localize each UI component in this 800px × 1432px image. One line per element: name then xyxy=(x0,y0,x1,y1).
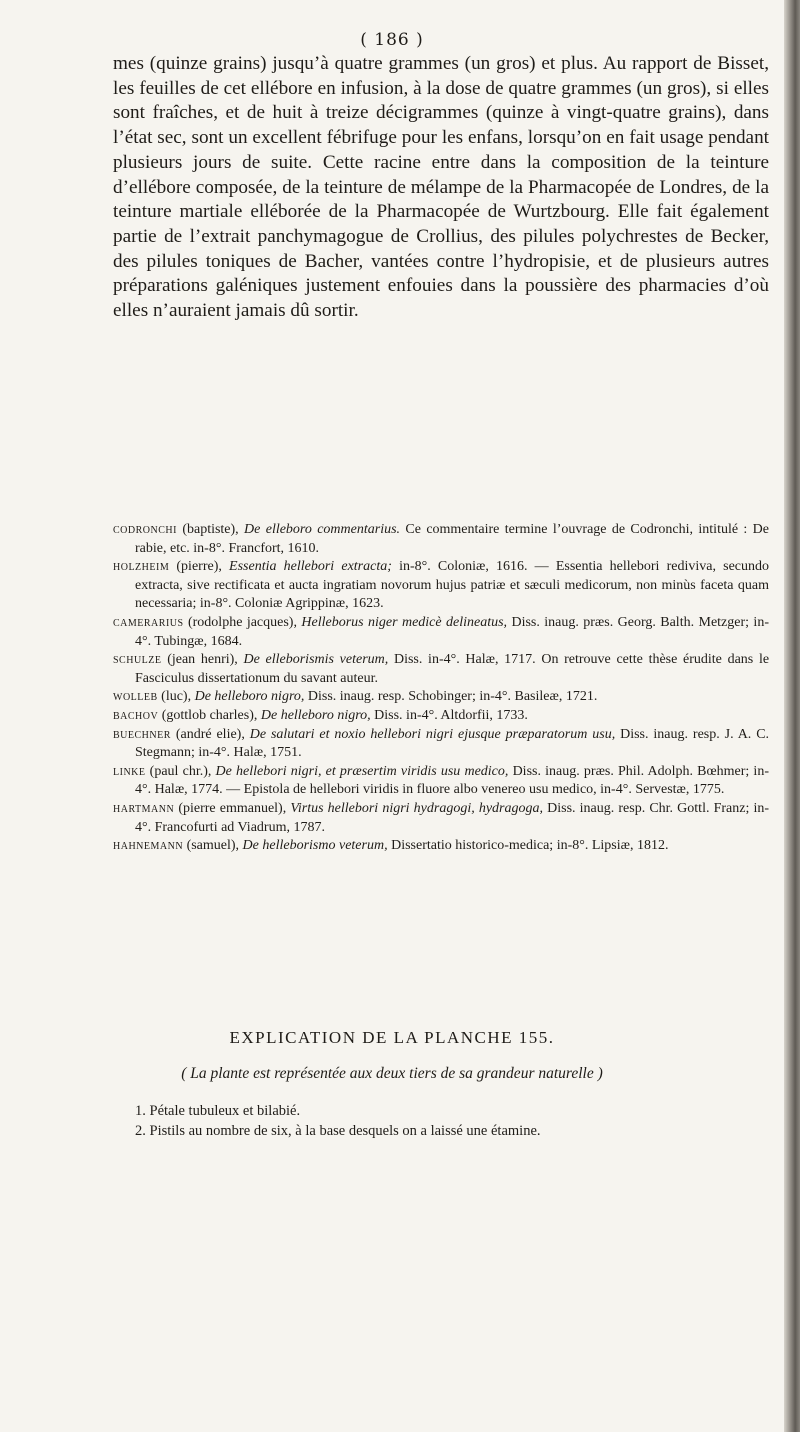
reference-author: camerarius xyxy=(113,614,184,630)
reference-details: Ce commentaire termine l’ouvrage de Codronchi, intitulé : De rabie, etc. in-8°. Francfort, 1610. xyxy=(135,522,769,556)
reference-author: hartmann xyxy=(113,800,175,816)
reference-author: buechner xyxy=(113,726,171,742)
reference-firstname: (rodolphe jacques), xyxy=(187,614,297,630)
plate-legend xyxy=(135,1101,775,1141)
reference-title: De helleboro nigro, xyxy=(194,689,305,705)
reference-title: Helleborus niger medicè delineatus, xyxy=(301,614,508,630)
reference-details: Diss. inaug. resp. J. A. C. Stegmann; in-4°. Halæ, 1751. xyxy=(135,726,770,761)
reference-details: Diss. in-4°. Halæ, 1717. On retrouve cette thèse érudite dans le Fasciculus dissertationum du savant auteur. xyxy=(135,652,770,686)
reference-title: Essentia hellebori extracta; xyxy=(229,559,392,575)
legend-item: 2. Pistils au nombre de six, à la base desquels on a laissé une étamine. xyxy=(135,1123,541,1139)
reference-author: holzheim xyxy=(113,559,170,575)
page-number: ( 186 ) xyxy=(360,30,424,50)
reference-author: codronchi xyxy=(113,522,177,537)
reference-details: Diss. in-4°. Altdorfii, 1733. xyxy=(374,707,528,723)
reference-entry xyxy=(113,651,769,688)
reference-details: Dissertatio historico-medica; in-8°. Lipsiæ, 1812. xyxy=(391,838,669,854)
reference-title: De elleborismis veterum, xyxy=(243,652,389,668)
reference-entry xyxy=(113,837,769,856)
reference-details: Diss. inaug. præs. Phil. Adolph. Bœhmer; in-4°. Halæ, 1774. — Epistola de hellebori viridis in fluore albo venereo usu medico, in-4°. Servestæ, 1775. xyxy=(135,763,769,798)
reference-entry xyxy=(113,707,769,726)
reference-entry xyxy=(113,521,769,558)
bibliography xyxy=(113,521,769,856)
reference-title: De hellebori nigri, et præsertim viridis usu medico, xyxy=(215,763,509,779)
reference-entry xyxy=(113,558,769,614)
reference-entry xyxy=(113,726,769,763)
reference-details: Diss. inaug. resp. Chr. Gottl. Franz; in-4°. Francofurti ad Viadrum, 1787. xyxy=(135,800,770,835)
reference-firstname: (jean henri), xyxy=(167,652,238,668)
reference-author: linke xyxy=(113,763,146,779)
plate-caption: ( La plante est représentée aux deux tiers de sa grandeur naturelle ) xyxy=(181,1065,603,1082)
reference-entry xyxy=(113,688,769,707)
reference-author: wolleb xyxy=(113,689,158,705)
reference-firstname: (pierre emmanuel), xyxy=(178,800,287,816)
reference-firstname: (luc), xyxy=(161,689,192,705)
reference-firstname: (pierre), xyxy=(176,559,222,575)
reference-details: in-8°. Coloniæ, 1616. — Essentia hellebori rediviva, secundo extracta, sive rectificata et aucta ingratiam novorum hujus patriæ et sæculi medicorum, non minùs faceta quam necessaria; in-8°. Coloniæ Agrippinæ, 1623. xyxy=(135,559,770,612)
reference-title: De helleboro nigro, xyxy=(260,707,371,723)
reference-title: De elleboro commentarius. xyxy=(244,522,401,537)
reference-details: Diss. inaug. resp. Schobinger; in-4°. Basileæ, 1721. xyxy=(307,689,598,705)
book-edge xyxy=(784,0,800,1432)
reference-firstname: (andré elie), xyxy=(175,726,245,742)
reference-author: bachov xyxy=(113,707,159,723)
reference-details: Diss. inaug. præs. Georg. Balth. Metzger; in-4°. Tubingæ, 1684. xyxy=(135,614,769,649)
reference-entry xyxy=(113,763,769,800)
reference-title: Virtus hellebori nigri hydragogi, hydragoga, xyxy=(290,800,544,816)
reference-entry xyxy=(113,614,769,651)
plate-heading: EXPLICATION DE LA PLANCHE 155. xyxy=(229,1028,555,1047)
reference-author: hahnemann xyxy=(113,838,184,854)
reference-firstname: (gottlob charles), xyxy=(161,707,258,723)
reference-title: De salutari et noxio hellebori nigri ejusque præparatorum usu, xyxy=(249,726,616,742)
legend-item: 1. Pétale tubuleux et bilabié. xyxy=(135,1103,301,1119)
reference-firstname: (paul chr.), xyxy=(149,763,212,779)
reference-author: schulze xyxy=(113,652,162,668)
main-text-block xyxy=(113,52,769,324)
reference-firstname: (baptiste), xyxy=(182,522,239,537)
main-paragraph: mes (quinze grains) jusqu’à quatre grammes (un gros) et plus. Au rapport de Bisset, les feuilles de cet ellébore en infusion, à la dose de quatre grammes (un gros), si elles sont fraîches, et de huit à treize décigrammes (quinze à vingt-quatre grains), dans l’état sec, sont un excellent fébrifuge pour les enfans, lorsqu’on en fait usage pendant plusieurs jours de suite. Cette racine entre dans la composition de la teinture d’ellébore composée, de la teinture de mélampe de la Pharmacopée de Londres, de la teinture martiale elléborée de la Pharmacopée de Wurtzbourg. Elle fait également partie de l’extrait panchymagogue de Crollius, des pilules polychrestes de Becker, des pilules toniques de Bacher, vantées contre l’hydropisie, et de plusieurs autres préparations galéniques justement enfouies dans la poussière des pharmacies d’où elles n’auraient jamais dû sortir. xyxy=(113,53,769,322)
reference-entry xyxy=(113,800,769,837)
reference-firstname: (samuel), xyxy=(186,838,240,854)
reference-title: De helleborismo veterum, xyxy=(242,838,388,854)
